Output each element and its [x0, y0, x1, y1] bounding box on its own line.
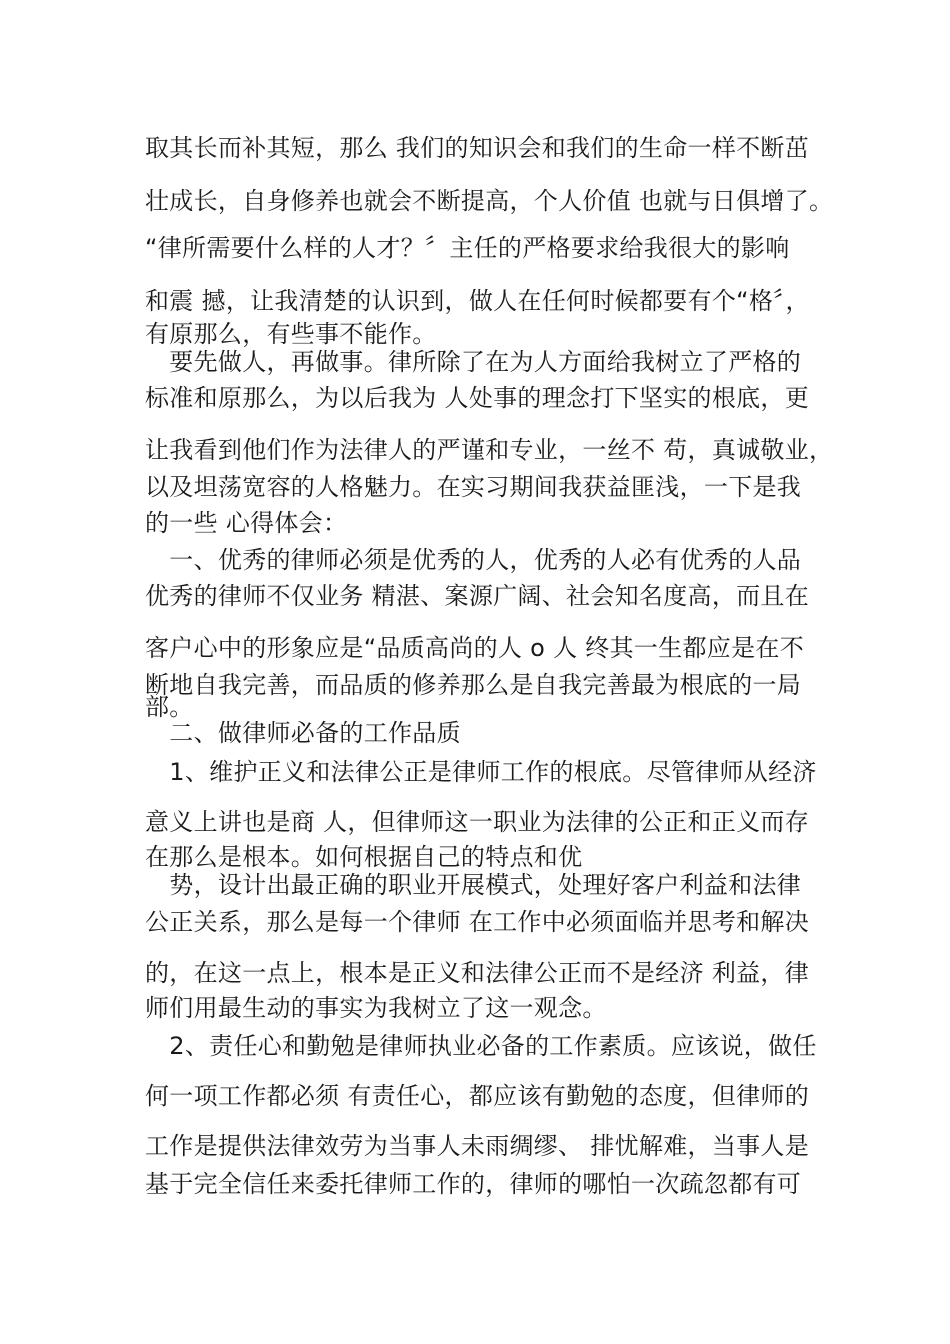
text-line: 和震 撼，让我清楚的认识到，做人在任何时候都要有个“格〞， [145, 287, 810, 315]
text-line: 的一些 心得体会： [145, 509, 348, 537]
text-line: 优秀的律师不仅业务 精湛、案源广阔、社会知名度高，而且在 [145, 582, 810, 610]
text-line: 有原那么，有些事不能作。 [145, 320, 437, 348]
text-line: 壮成长，自身修养也就会不断提高，个人价值 也就与日俱增了。 [145, 187, 834, 215]
text-line: 意义上讲也是商 人，但律师这一职业为法律的公正和正义而存 [145, 808, 810, 836]
text-line: 势，设计出最正确的职业开展模式，处理好客户利益和法律 [145, 871, 802, 899]
text-line: 工作是提供法律效劳为当事人未雨绸缪、 排忧解难，当事人是 [145, 1132, 810, 1160]
text-line: 客户心中的形象应是“品质高尚的人 o 人 终其一生都应是在不 [145, 634, 805, 662]
text-line: 1、维护正义和法律公正是律师工作的根底。尽管律师从经济 [145, 758, 817, 786]
text-line: 标准和原那么，为以后我为 人处事的理念打下坚实的根底，更 [145, 384, 810, 412]
text-line: 二、做律师必备的工作品质 [145, 719, 461, 747]
text-line: 部。 [145, 693, 194, 721]
text-line: 在那么是根本。如何根据自己的特点和优 [145, 843, 583, 871]
text-line: 2、责任心和勤勉是律师执业必备的工作素质。应该说，做任 [145, 1032, 817, 1060]
text-line: 要先做人，再做事。律所除了在为人方面给我树立了严格的 [145, 348, 802, 376]
text-line: 取其长而补其短，那么 我们的知识会和我们的生命一样不断茁 [145, 134, 810, 162]
text-line: “律所需要什么样的人才？〞主任的严格要求给我很大的影响 [145, 234, 790, 262]
text-line: 以及坦荡宽容的人格魅力。在实习期间我获益匪浅，一下是我 [145, 473, 802, 501]
text-line: 公正关系，那么是每一个律师 在工作中必须面临并思考和解决 [145, 908, 810, 936]
text-line: 的，在这一点上，根本是正义和法律公正而不是经济 利益，律 [145, 959, 810, 987]
text-line: 让我看到他们作为法律人的严谨和专业，一丝不 苟，真诚敬业， [145, 436, 834, 464]
text-line: 师们用最生动的事实为我树立了这一观念。 [145, 994, 607, 1022]
text-line: 断地自我完善，而品质的修养那么是自我完善最为根底的一局 [145, 671, 802, 699]
text-line: 一、优秀的律师必须是优秀的人，优秀的人必有优秀的人品 [145, 546, 802, 574]
text-line: 何一项工作都必须 有责任心，都应该有勤勉的态度，但律师的 [145, 1082, 810, 1110]
text-line: 基于完全信任来委托律师工作的，律师的哪怕一次疏忽都有可 [145, 1170, 802, 1198]
